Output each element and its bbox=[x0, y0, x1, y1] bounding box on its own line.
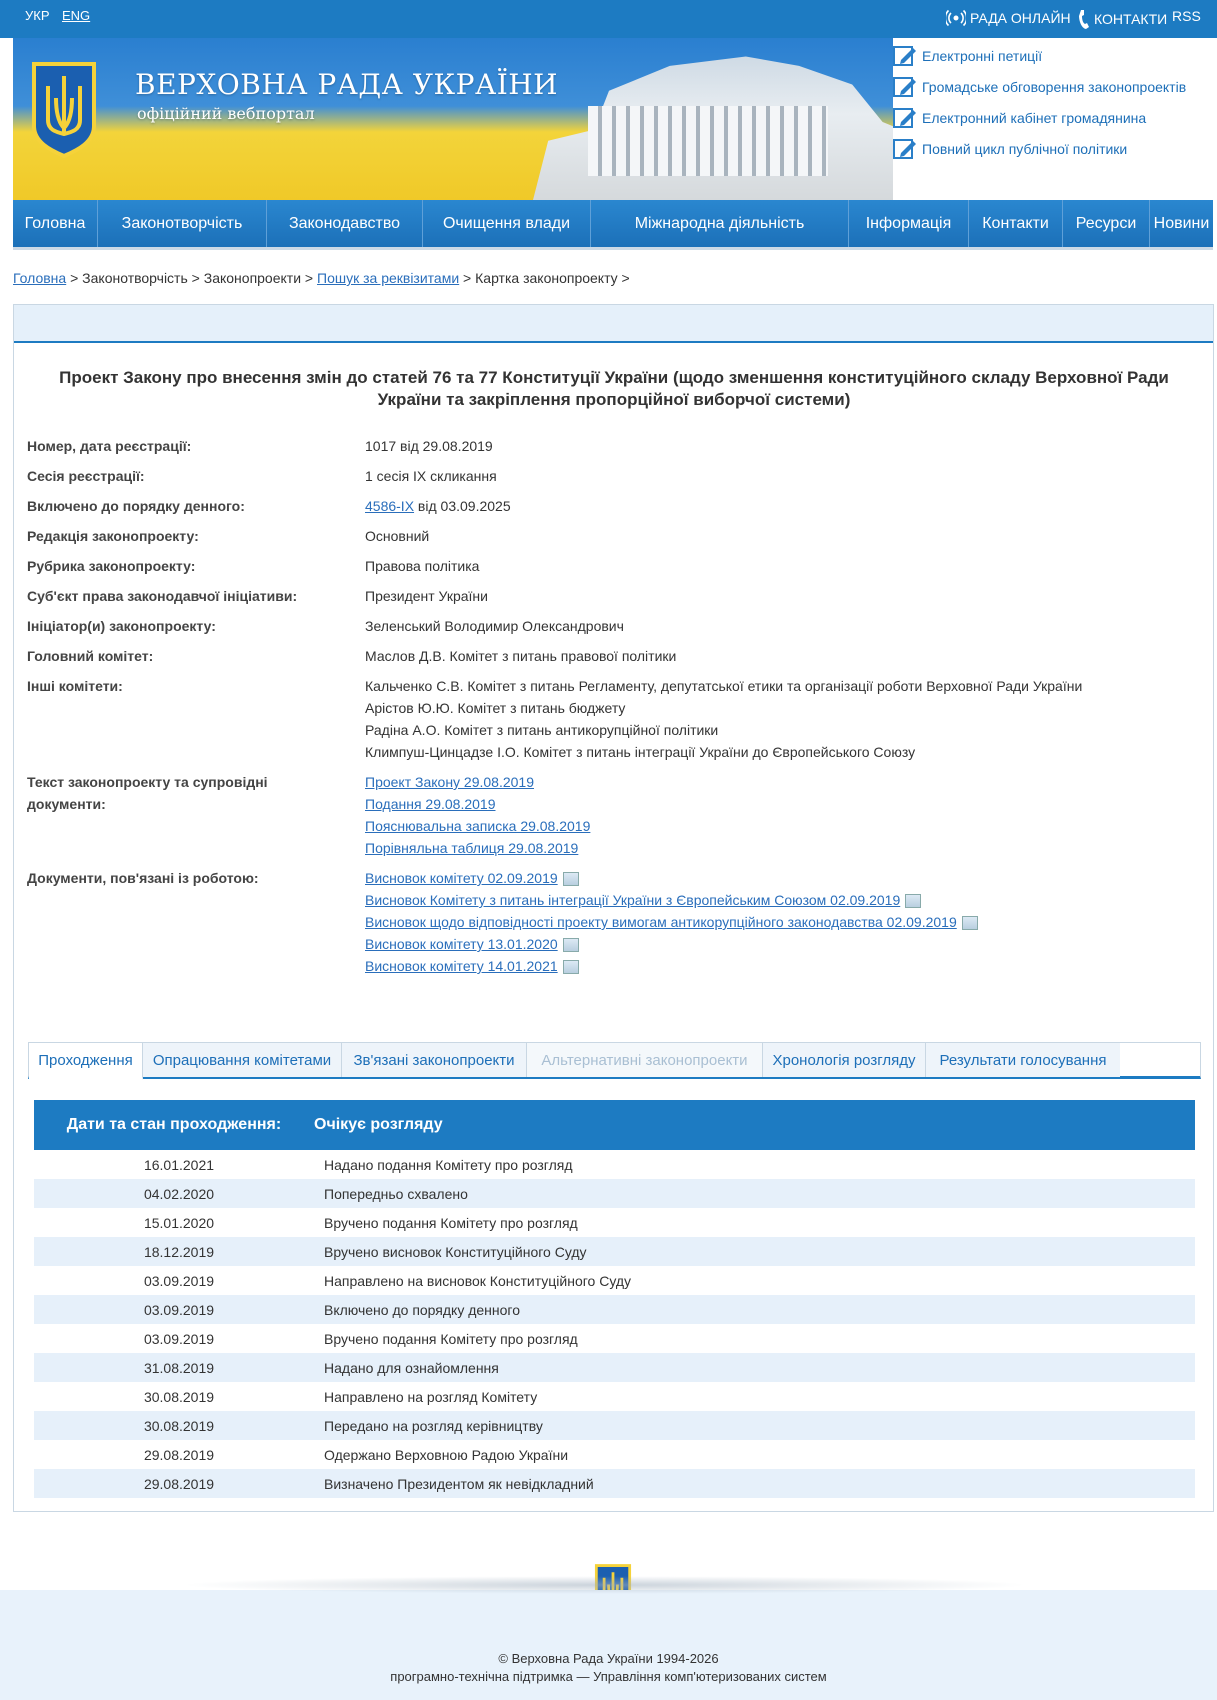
prop-label: Суб'єкт права законодавчої ініціативи: bbox=[27, 588, 298, 604]
prop-value bbox=[365, 495, 511, 517]
table-row bbox=[34, 1295, 1195, 1324]
lang-eng-link[interactable]: ENG bbox=[62, 8, 91, 23]
related-doc-link[interactable]: Висновок комітету 14.01.2021 bbox=[365, 958, 558, 974]
prop-row-main-committee bbox=[27, 645, 1207, 667]
prop-label: Документи, пов'язані із роботою: bbox=[27, 870, 259, 886]
related-doc-link[interactable]: Висновок комітету 13.01.2020 bbox=[365, 936, 558, 952]
stage-date: 15.01.2020 bbox=[143, 1214, 215, 1231]
table-row bbox=[34, 1324, 1195, 1353]
prop-label: Текст законопроекту та супровідні документи: bbox=[27, 774, 268, 812]
stage-text: Включено до порядку денного bbox=[324, 1301, 521, 1318]
prop-label: Ініціатор(и) законопроекту: bbox=[27, 618, 216, 634]
prop-label: Інші комітети: bbox=[27, 678, 123, 694]
stage-text: Надано для ознайомлення bbox=[324, 1359, 499, 1376]
edit-icon bbox=[893, 106, 917, 130]
tab-passage[interactable]: Проходження bbox=[29, 1043, 143, 1080]
stage-text: Передано на розгляд керівництву bbox=[324, 1417, 543, 1434]
edit-icon bbox=[893, 137, 917, 161]
broadcast-icon bbox=[946, 8, 966, 28]
related-doc-link[interactable]: Висновок щодо відповідності проекту вимогам антикорупційного законодавства 02.09.2019 bbox=[365, 914, 957, 930]
tab-committee-work[interactable]: Опрацювання комітетами bbox=[143, 1043, 342, 1077]
stage-date: 18.12.2019 bbox=[143, 1243, 215, 1260]
prop-value: 1017 від 29.08.2019 bbox=[365, 438, 493, 454]
table-row bbox=[34, 1382, 1195, 1411]
header-side-links bbox=[893, 45, 1186, 169]
prop-value: Маслов Д.В. Комітет з питань правової політики bbox=[365, 648, 677, 664]
bill-tabs bbox=[28, 1042, 1201, 1079]
rss-link[interactable]: RSS bbox=[1172, 8, 1201, 24]
stages-header bbox=[34, 1100, 1195, 1150]
document-link[interactable]: Проект Закону 29.08.2019 bbox=[365, 774, 535, 790]
image-icon[interactable] bbox=[905, 894, 921, 908]
stage-text: Направлено на розгляд Комітету bbox=[324, 1388, 538, 1405]
stages-header-label: Дати та стан проходження: bbox=[66, 1116, 282, 1133]
nav-international[interactable]: Міжнародна діяльність bbox=[591, 200, 849, 247]
document-link[interactable]: Порівняльна таблиця 29.08.2019 bbox=[365, 840, 579, 856]
tab-voting-results[interactable]: Результати голосування bbox=[926, 1043, 1120, 1077]
stage-text: Визначено Президентом як невідкладний bbox=[324, 1475, 594, 1492]
prop-value bbox=[365, 867, 978, 977]
side-link-policy-cycle[interactable] bbox=[893, 138, 1186, 160]
stage-date: 31.08.2019 bbox=[143, 1359, 215, 1376]
nav-information[interactable]: Інформація bbox=[849, 200, 969, 247]
stage-text: Надано подання Комітету про розгляд bbox=[324, 1156, 573, 1173]
prop-value: Правова політика bbox=[365, 558, 480, 574]
contacts-link[interactable] bbox=[1078, 8, 1167, 30]
side-link-public-discussion[interactable] bbox=[893, 76, 1186, 98]
stage-text: Вручено висновок Конституційного Суду bbox=[324, 1243, 587, 1260]
edit-icon bbox=[893, 44, 917, 68]
stage-date: 30.08.2019 bbox=[143, 1388, 215, 1405]
prop-label: Сесія реєстрації: bbox=[27, 468, 145, 484]
rada-online-link[interactable] bbox=[946, 8, 1071, 28]
prop-row-texts bbox=[27, 771, 1207, 859]
committee-item: Кальченко С.В. Комітет з питань Регламенту, депутатської етики та організації роботи Верховної Ради України bbox=[365, 678, 1083, 694]
image-icon[interactable] bbox=[563, 938, 579, 952]
agenda-date: від 03.09.2025 bbox=[414, 498, 511, 514]
stage-date: 29.08.2019 bbox=[143, 1475, 215, 1492]
prop-row-rubric bbox=[27, 555, 1207, 577]
stages-table bbox=[34, 1100, 1195, 1498]
footer-text bbox=[0, 1650, 1217, 1686]
side-link-label: Електронний кабінет громадянина bbox=[922, 110, 1147, 126]
document-link[interactable]: Подання 29.08.2019 bbox=[365, 796, 496, 812]
stage-date: 29.08.2019 bbox=[143, 1446, 215, 1463]
side-link-label: Повний цикл публічної політики bbox=[922, 141, 1128, 157]
breadcrumb-bills: Законопроекти bbox=[203, 270, 302, 286]
breadcrumb-separator: > bbox=[187, 270, 204, 286]
image-icon[interactable] bbox=[563, 960, 579, 974]
side-link-citizen-cabinet[interactable] bbox=[893, 107, 1186, 129]
prop-label: Головний комітет: bbox=[27, 648, 154, 664]
prop-value: 1 сесія IX скликання bbox=[365, 468, 497, 484]
document-link[interactable]: Пояснювальна записка 29.08.2019 bbox=[365, 818, 591, 834]
table-row bbox=[34, 1440, 1195, 1469]
bill-title: Проект Закону про внесення змін до статей 76 та 77 Конституції України (щодо зменшення конституційного складу Верховної Ради України та закріплення пропорційної виборчої системи) bbox=[59, 368, 1169, 409]
contacts-label: КОНТАКТИ bbox=[1094, 11, 1168, 27]
breadcrumb-separator: > bbox=[301, 270, 317, 286]
breadcrumb-card: Картка законопроекту bbox=[475, 270, 618, 286]
prop-value: Зеленський Володимир Олександрович bbox=[365, 618, 624, 634]
breadcrumb-lawmaking: Законотворчість bbox=[82, 270, 188, 286]
stage-text: Одержано Верховною Радою України bbox=[324, 1446, 569, 1463]
site-title: ВЕРХОВНА РАДА УКРАЇНИ bbox=[135, 68, 559, 101]
nav-lustration[interactable]: Очищення влади bbox=[423, 200, 591, 247]
prop-row-number bbox=[27, 435, 1207, 457]
breadcrumb-separator: > bbox=[66, 270, 83, 286]
nav-legislation[interactable]: Законодавство bbox=[267, 200, 423, 247]
breadcrumb-separator: > bbox=[617, 270, 630, 286]
footer-shadow bbox=[180, 1576, 1030, 1594]
prop-row-related bbox=[27, 867, 1207, 977]
prop-row-agenda bbox=[27, 495, 1207, 517]
rada-online-label: РАДА ОНЛАЙН bbox=[970, 10, 1071, 26]
prop-label: Номер, дата реєстрації: bbox=[27, 438, 192, 454]
stage-date: 03.09.2019 bbox=[143, 1301, 215, 1318]
nav-news[interactable]: Новини bbox=[1153, 214, 1210, 232]
stage-text: Вручено подання Комітету про розгляд bbox=[324, 1214, 578, 1231]
tab-alternative-bills[interactable]: Альтернативні законопроекти bbox=[527, 1043, 763, 1077]
phone-icon bbox=[1078, 8, 1090, 30]
nav-resources[interactable]: Ресурси bbox=[1063, 200, 1150, 247]
breadcrumb-search[interactable]: Пошук за реквізитами bbox=[317, 270, 460, 286]
stage-date: 30.08.2019 bbox=[143, 1417, 215, 1434]
tab-chronology[interactable]: Хронологія розгляду bbox=[763, 1043, 926, 1077]
prop-value bbox=[365, 771, 590, 859]
image-icon[interactable] bbox=[563, 872, 579, 886]
breadcrumb bbox=[13, 270, 630, 286]
side-link-label: Громадське обговорення законопроектів bbox=[922, 79, 1187, 95]
edit-icon bbox=[893, 75, 917, 99]
prop-row-initiator bbox=[27, 615, 1207, 637]
main-nav bbox=[13, 200, 1213, 250]
nav-home[interactable]: Головна bbox=[13, 200, 98, 247]
breadcrumb-separator: > bbox=[459, 270, 476, 286]
table-row bbox=[34, 1179, 1195, 1208]
stage-text: Направлено на висновок Конституційного Суду bbox=[324, 1272, 632, 1289]
bill-properties bbox=[27, 435, 1207, 985]
building-columns bbox=[588, 106, 828, 176]
tab-linked-bills[interactable]: Зв'язані законопроекти bbox=[342, 1043, 527, 1077]
top-bar bbox=[0, 0, 1217, 38]
prop-row-other-committees bbox=[27, 675, 1207, 763]
stage-text: Вручено подання Комітету про розгляд bbox=[324, 1330, 578, 1347]
related-doc-link[interactable]: Висновок Комітету з питань інтеграції України з Європейським Союзом 02.09.2019 bbox=[365, 892, 901, 908]
stages-header-status: Очікує розгляду bbox=[314, 1116, 443, 1133]
site-subtitle: офіційний вебпортал bbox=[137, 104, 315, 123]
prop-label: Рубрика законопроекту: bbox=[27, 558, 196, 574]
agenda-link[interactable]: 4586-IX bbox=[365, 498, 415, 514]
table-row bbox=[34, 1208, 1195, 1237]
committee-item: Климпуш-Цинцадзе І.О. Комітет з питань інтеграції України до Європейського Союзу bbox=[365, 744, 916, 760]
nav-lawmaking[interactable]: Законотворчість bbox=[98, 200, 267, 247]
table-row bbox=[34, 1237, 1195, 1266]
table-row bbox=[34, 1266, 1195, 1295]
stage-date: 16.01.2021 bbox=[143, 1156, 215, 1173]
table-row bbox=[34, 1411, 1195, 1440]
stages-rows bbox=[34, 1150, 1195, 1498]
prop-row-edition bbox=[27, 525, 1207, 547]
committee-item: Арістов Ю.Ю. Комітет з питань бюджету bbox=[365, 700, 626, 716]
side-link-label: Електронні петиції bbox=[922, 48, 1043, 64]
prop-value: Президент України bbox=[365, 588, 488, 604]
table-row bbox=[34, 1150, 1195, 1179]
footer-support: програмно-технічна підтримка — Управління комп'ютеризованих систем bbox=[390, 1669, 827, 1684]
trident-emblem-icon bbox=[28, 58, 100, 158]
bill-card-panel bbox=[13, 304, 1214, 1512]
committee-item: Радіна А.О. Комітет з питань антикорупційної політики bbox=[365, 722, 719, 738]
stage-text: Попередньо схвалено bbox=[324, 1185, 468, 1202]
stage-date: 03.09.2019 bbox=[143, 1272, 215, 1289]
prop-label: Редакція законопроекту: bbox=[27, 528, 199, 544]
footer-copyright: © Верховна Рада України 1994-2026 bbox=[498, 1651, 719, 1666]
prop-row-subject bbox=[27, 585, 1207, 607]
prop-row-session bbox=[27, 465, 1207, 487]
image-icon[interactable] bbox=[962, 916, 978, 930]
breadcrumb-home[interactable]: Головна bbox=[13, 270, 67, 286]
table-row bbox=[34, 1469, 1195, 1498]
panel-header-strip bbox=[14, 305, 1213, 343]
lang-ukr-link[interactable]: УКР bbox=[25, 8, 50, 23]
prop-value bbox=[365, 675, 1082, 763]
site-footer bbox=[0, 1590, 1217, 1700]
nav-contacts[interactable]: Контакти bbox=[969, 200, 1063, 247]
table-row bbox=[34, 1353, 1195, 1382]
side-link-petitions[interactable] bbox=[893, 45, 1186, 67]
stage-date: 04.02.2020 bbox=[143, 1185, 215, 1202]
related-doc-link[interactable]: Висновок комітету 02.09.2019 bbox=[365, 870, 558, 886]
prop-label: Включено до порядку денного: bbox=[27, 498, 245, 514]
prop-value: Основний bbox=[365, 528, 430, 544]
stage-date: 03.09.2019 bbox=[143, 1330, 215, 1347]
